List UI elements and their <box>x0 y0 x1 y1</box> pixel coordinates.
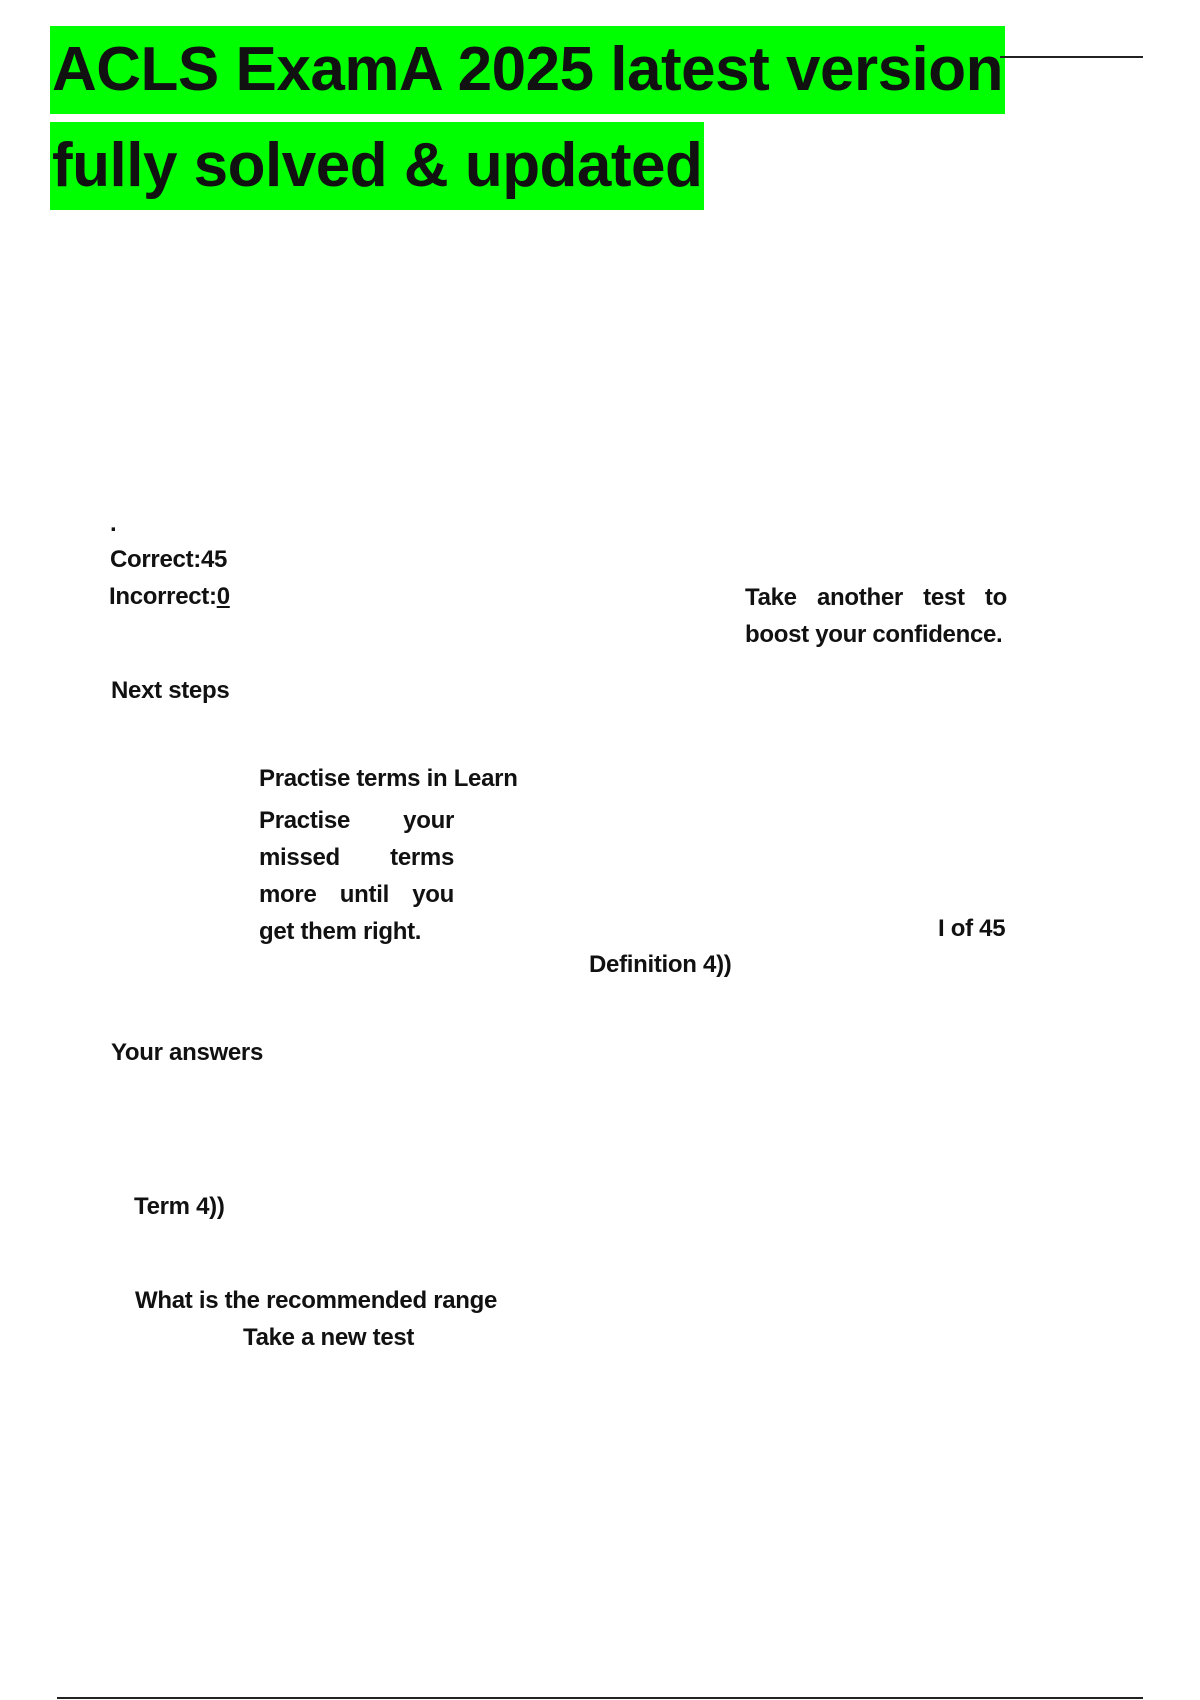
next-steps-heading: Next steps <box>111 677 230 704</box>
incorrect-value: 0 <box>216 583 230 610</box>
document-title-line-1: ACLS ExamA 2025 latest version <box>50 26 1005 114</box>
correct-score <box>110 542 227 578</box>
take-another-test-text[interactable]: Take another test to boost your confidence. <box>745 584 1007 648</box>
correct-value: 45 <box>200 546 228 573</box>
incorrect-label: Incorrect: <box>109 583 217 610</box>
practise-terms-description: Practise your missed terms more until you get them right. <box>259 807 454 945</box>
top-rule <box>1000 56 1143 58</box>
dot-marker: . <box>110 510 117 537</box>
definition-label: Definition 4)) <box>589 951 732 978</box>
document-title-line-2: fully solved & updated <box>50 122 704 210</box>
take-new-test-link[interactable]: Take a new test <box>243 1324 415 1351</box>
your-answers-heading: Your answers <box>111 1039 264 1066</box>
practise-terms-heading[interactable]: Practise terms in Learn <box>259 765 518 792</box>
incorrect-score <box>109 579 230 615</box>
question-text: What is the recommended range <box>135 1287 498 1314</box>
question-progress: I of 45 <box>938 915 1006 942</box>
bottom-rule <box>57 1697 1143 1699</box>
term-label: Term 4)) <box>134 1193 225 1220</box>
correct-label: Correct: <box>110 546 201 573</box>
